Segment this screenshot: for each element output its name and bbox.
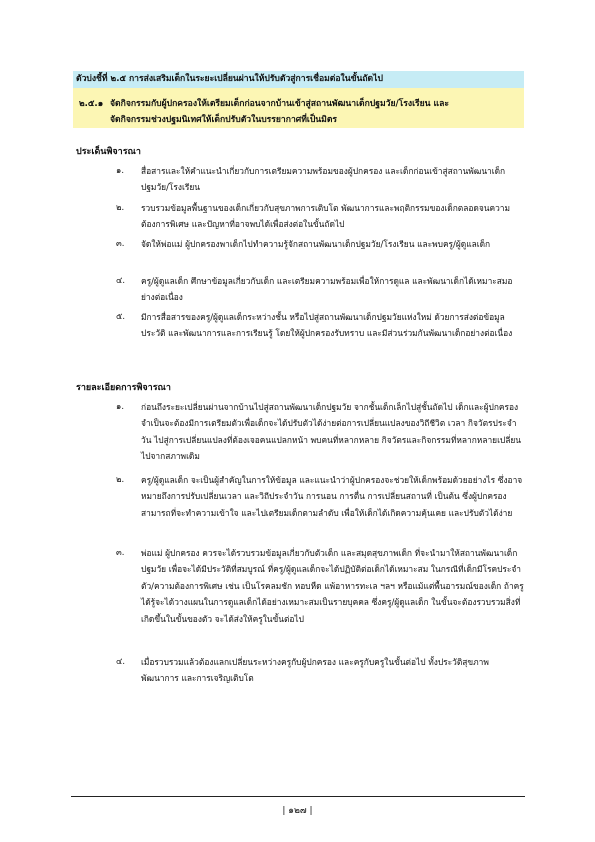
consideration-text: ครู/ผู้ดูแลเด็ก ศึกษาข้อมูลเกี่ยวกับเด็ก และเตรียมความพร้อมเพื่อให้การดูแล และพัฒนาเด็กได้เหมาะสมอย่างต่อเนื่อง — [141, 276, 513, 303]
detail-number: ๒. — [116, 474, 125, 484]
detail-text: ครู/ผู้ดูแลเด็ก จะเป็นผู้สำคัญในการให้ข้อมูล และแนะนำว่าผู้ปกครองจะช่วยให้เด็กพร้อมด้วยอย่างไร ซึ่งอาจหมายถึงการปรับเปลี่ยนเวลา และวิถีประจำวัน การนอน การตื่น การเปลี่ยนสถานที่ เป็นต้น ซึ่งผู้ปกครองสามารถที่จะทำความเข้าใจ และไปเตรียมเด็กตามลำดับ เพื่อให้เด็กได้เกิดความคุ้นเคย และปรับตัวได้ง่าย — [141, 475, 523, 518]
consideration-text: จัดให้พ่อแม่ ผู้ปกครองพาเด็กไปทำความรู้จักสถานพัฒนาเด็กปฐมวัย/โรงเรียน และพบครู/ผู้ดูแลเด็ก — [141, 239, 491, 249]
detail-text: เมื่อรวบรวมแล้วต้องแลกเปลี่ยนระหว่างครูกับผู้ปกครอง และครูกับครูในขั้นต่อไป ทั้งประวัติสุขภาพ พัฒนาการ และการเจริญเติบโต — [141, 657, 489, 684]
consideration-text: มีการสื่อสารของครู/ผู้ดูแลเด็กระหว่างชั้น หรือไปสู่สถานพัฒนาเด็กปฐมวัยแห่งใหม่ ด้วยการส่งต่อข้อมูลประวัติ และพัฒนาการและการเรียนรู้ โดยให้ผู้ปกครองรับทราบ และมีส่วนร่วมกันพัฒนาเด็กอย่างต่อเนื่อง — [141, 312, 513, 339]
consideration-number: ๕. — [116, 311, 126, 321]
detail-number: ๔. — [116, 656, 126, 666]
subitem-title-line2: จัดกิจกรรมช่วงปฐมนิเทศให้เด็กปรับตัวในบรรยากาศที่เป็นมิตร — [110, 115, 338, 125]
consideration-text: รวบรวมข้อมูลพื้นฐานของเด็กเกี่ยวกับสุขภาพการเติบโต พัฒนาการและพฤติกรรมของเด็กตลอดจนความต้องการพิเศษ และปัญหาที่อาจพบได้เพื่อส่งต่อในขั้นถัดไป — [141, 203, 511, 230]
detail-number: ๑. — [116, 401, 124, 411]
indicator-title: ตัวบ่งชี้ที่ ๒.๕ การส่งเสริมเด็กในระยะเปลี่ยนผ่านให้ปรับตัวสู่การเชื่อมต่อในขั้นถัดไป — [76, 74, 383, 84]
consideration-number: ๑. — [116, 165, 124, 175]
considerations-heading: ประเด็นพิจารณา — [76, 147, 141, 157]
consideration-number: ๔. — [116, 275, 126, 285]
consideration-text: สื่อสารและให้คำแนะนำเกี่ยวกับการเตรียมความพร้อมของผู้ปกครอง และเด็กก่อนเข้าสู่สถานพัฒนาเด็กปฐมวัย/โรงเรียน — [141, 166, 506, 193]
footer-divider — [71, 796, 525, 797]
detail-text: ก่อนถึงระยะเปลี่ยนผ่านจากบ้านไปสู่สถานพัฒนาเด็กปฐมวัย จากชั้นเด็กเล็กไปสู่ชั้นถัดไป เด็กและผู้ปกครองจำเป็นจะต้องมีการเตรียมตัวเพื่อเด็กจะได้ปรับตัวได้ง่ายต่อการเปลี่ยนแปลงของวิถีชีวิต เวลา กิจวัตรประจำวัน ไปสู่การเปลี่ยนแปลงที่ต้องเจอคนแปลกหน้า พบคนที่หลากหลาย กิจวัตรและกิจกรรมที่หลากหลายเปลี่ยนไปจากสภาพเดิม — [141, 402, 522, 462]
detail-text: พ่อแม่ ผู้ปกครอง ควรจะได้รวบรวมข้อมูลเกี่ยวกับตัวเด็ก และสมุดสุขภาพเด็ก ที่จะนำมาให้สถานพัฒนาเด็กปฐมวัย เพื่อจะได้มีประวัติที่สมบูรณ์ ที่ครู/ผู้ดูแลเด็กจะได้ปฏิบัติต่อเด็กได้เหมาะสม ในกรณีที่เด็กมีโรคประจำตัว/ความต้องการพิเศษ เช่น เป็นโรคลมชัก หอบหืด แพ้อาหารทะเล ฯลฯ หรือแม้แต่พื้นอารมณ์ของเด็ก ถ้าครูได้รู้จะได้วางแผนในการดูแลเด็กได้อย่างเหมาะสมเป็นรายบุคคล ซึ่งครู/ผู้ดูแลเด็ก ในขั้นจะต้องรวบรวมสิ่งที่เกิดขึ้นในขั้นของตัว จะได้ส่งให้ครูในขั้นต่อไป — [141, 548, 524, 624]
subitem-number: ๒.๕.๑ — [79, 99, 104, 109]
detail-number: ๓. — [116, 547, 125, 557]
subitem-box — [73, 88, 524, 128]
indicator-title-bar — [73, 71, 524, 88]
subitem-title-line1: จัดกิจกรรมกับผู้ปกครองให้เตรียมเด็กก่อนจากบ้านเข้าสู่สถานพัฒนาเด็กปฐมวัย/โรงเรียน และ — [110, 99, 449, 109]
consideration-number: ๓. — [116, 238, 125, 248]
details-heading: รายละเอียดการพิจารณา — [76, 383, 171, 393]
page-number: | ๑๒๗ | — [282, 806, 313, 816]
consideration-number: ๒. — [116, 202, 125, 212]
